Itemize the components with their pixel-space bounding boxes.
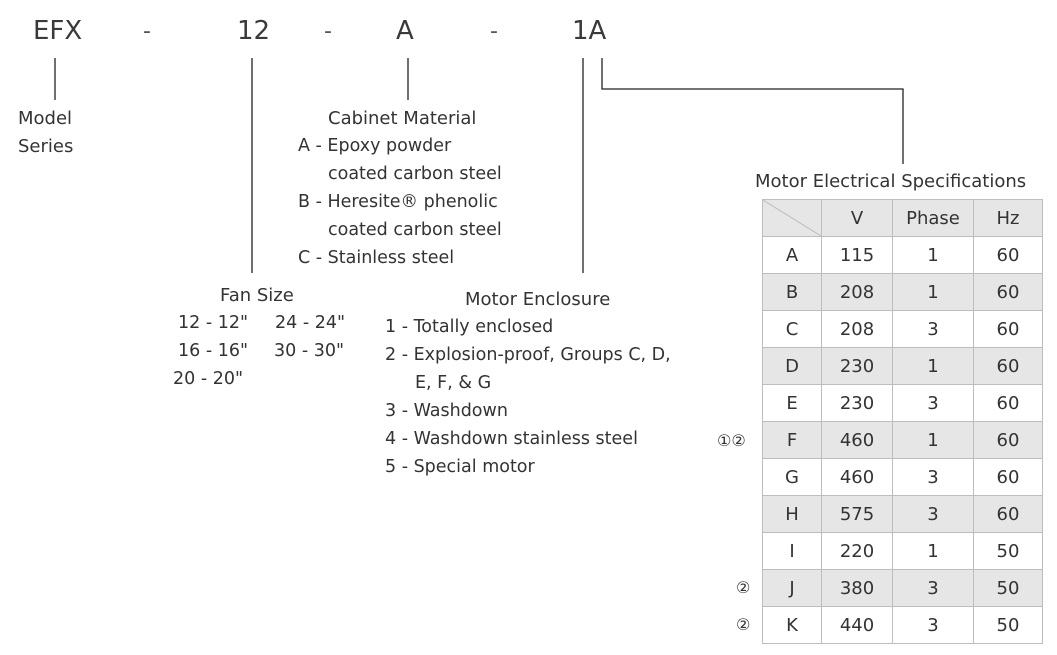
row-phase: 3 [893, 385, 974, 422]
row-voltage: 115 [822, 237, 893, 274]
table-row [763, 237, 1043, 274]
motor-specs-title: Motor Electrical Specifications [755, 171, 1027, 192]
row-code: I [763, 533, 822, 570]
code-cabinet: A [396, 16, 414, 46]
enclosure-option-2: 2 - Explosion-proof, Groups C, D, [385, 345, 671, 365]
fan-size-option: 20 - 20" [173, 369, 244, 389]
footnote-marker: ①② [717, 431, 746, 450]
footnote-marker: ② [736, 615, 751, 634]
code-separator: - [324, 19, 332, 44]
footnote-marker: ② [736, 578, 751, 597]
row-voltage: 230 [822, 385, 893, 422]
table-row [763, 533, 1043, 570]
enclosure-option-4: 4 - Washdown stainless steel [385, 429, 638, 449]
row-phase: 1 [893, 237, 974, 274]
row-voltage: 230 [822, 348, 893, 385]
cabinet-material-title: Cabinet Material [328, 108, 477, 129]
table-row [763, 348, 1043, 385]
row-hz: 60 [974, 496, 1043, 533]
table-row [763, 570, 1043, 607]
fan-size-option: 16 - 16" [178, 341, 249, 361]
code-separator: - [490, 19, 498, 44]
cabinet-option-c: C - Stainless steel [298, 248, 455, 268]
table-row [763, 422, 1043, 459]
cabinet-option-a-cont: coated carbon steel [328, 164, 502, 184]
model-series-label: Series [18, 136, 74, 157]
enclosure-option-1: 1 - Totally enclosed [385, 317, 554, 337]
table-header-cell: Phase [893, 200, 974, 237]
row-voltage: 208 [822, 311, 893, 348]
row-hz: 50 [974, 570, 1043, 607]
table-row [763, 496, 1043, 533]
row-hz: 60 [974, 422, 1043, 459]
cabinet-option-b: B - Heresite® phenolic [298, 192, 498, 212]
table-row [763, 274, 1043, 311]
row-code: F [763, 422, 822, 459]
row-hz: 50 [974, 533, 1043, 570]
row-code: H [763, 496, 822, 533]
enclosure-option-3: 3 - Washdown [385, 401, 508, 421]
row-hz: 60 [974, 274, 1043, 311]
row-voltage: 208 [822, 274, 893, 311]
cabinet-option-a: A - Epoxy powder [298, 136, 452, 156]
row-hz: 60 [974, 348, 1043, 385]
table-header-corner [763, 200, 822, 237]
fan-size-option: 24 - 24" [275, 313, 346, 333]
row-phase: 1 [893, 274, 974, 311]
model-series-label: Model [18, 108, 73, 129]
row-code: J [763, 570, 822, 607]
row-phase: 3 [893, 496, 974, 533]
row-code: E [763, 385, 822, 422]
row-phase: 1 [893, 422, 974, 459]
table-header-cell: V [822, 200, 893, 237]
row-phase: 3 [893, 311, 974, 348]
code-series: EFX [33, 16, 83, 46]
fan-size-option: 12 - 12" [178, 313, 249, 333]
motor-enclosure-title: Motor Enclosure [465, 289, 611, 310]
table-row [763, 385, 1043, 422]
row-code: A [763, 237, 822, 274]
enclosure-option-5: 5 - Special motor [385, 457, 535, 477]
code-motor: 1A [572, 16, 607, 46]
row-hz: 60 [974, 459, 1043, 496]
row-code: D [763, 348, 822, 385]
row-voltage: 440 [822, 607, 893, 644]
row-voltage: 380 [822, 570, 893, 607]
table-row [763, 607, 1043, 644]
cabinet-option-b-cont: coated carbon steel [328, 220, 502, 240]
fan-size-option: 30 - 30" [274, 341, 345, 361]
row-voltage: 220 [822, 533, 893, 570]
row-code: G [763, 459, 822, 496]
code-fan-size: 12 [237, 16, 271, 46]
row-code: K [763, 607, 822, 644]
row-phase: 1 [893, 348, 974, 385]
row-phase: 1 [893, 533, 974, 570]
row-hz: 60 [974, 311, 1043, 348]
row-hz: 60 [974, 385, 1043, 422]
row-hz: 60 [974, 237, 1043, 274]
row-voltage: 460 [822, 422, 893, 459]
diagonal-divider [763, 200, 821, 236]
motor-specs-table [762, 199, 1043, 644]
row-code: B [763, 274, 822, 311]
table-row [763, 311, 1043, 348]
table-row [763, 459, 1043, 496]
table-header-row [763, 200, 1043, 237]
row-phase: 3 [893, 607, 974, 644]
row-voltage: 575 [822, 496, 893, 533]
row-phase: 3 [893, 570, 974, 607]
enclosure-option-2-cont: E, F, & G [415, 373, 492, 393]
row-voltage: 460 [822, 459, 893, 496]
row-hz: 50 [974, 607, 1043, 644]
row-phase: 3 [893, 459, 974, 496]
table-header-cell: Hz [974, 200, 1043, 237]
code-separator: - [143, 19, 151, 44]
row-code: C [763, 311, 822, 348]
fan-size-title: Fan Size [220, 285, 294, 306]
